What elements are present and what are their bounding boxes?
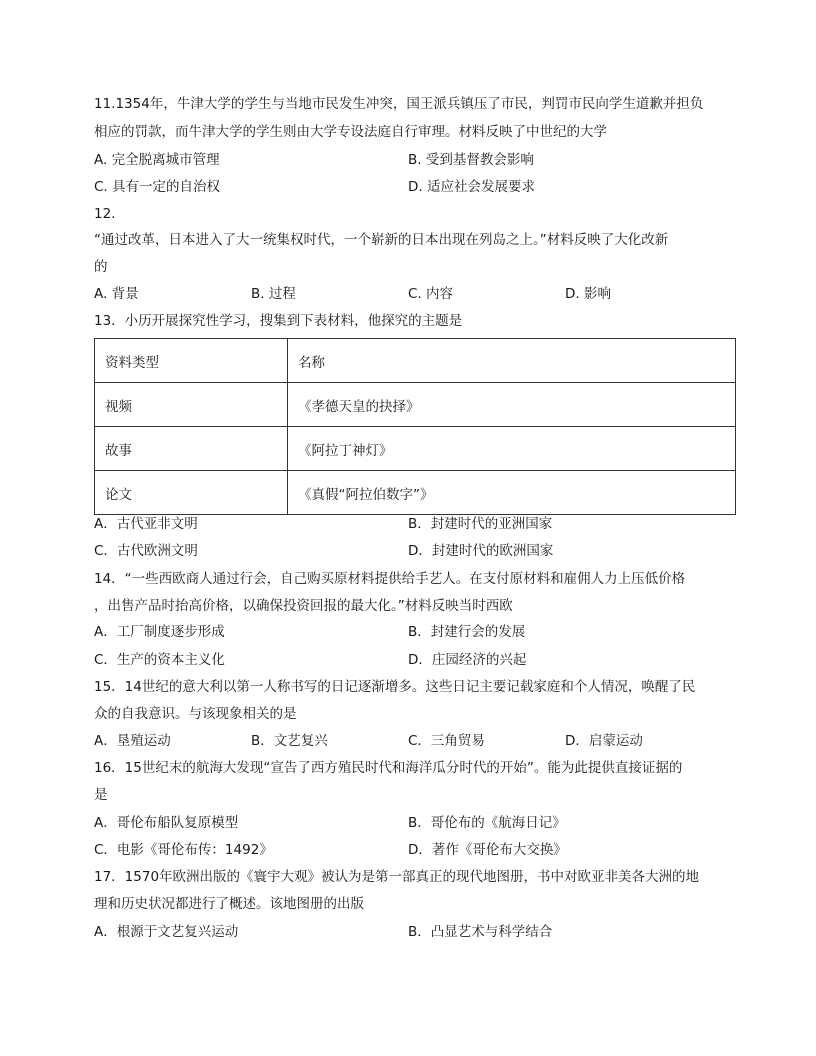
table-header-cell: 名称 (288, 339, 736, 383)
table-cell: 论文 (95, 471, 288, 515)
question-13-option-b: B．封建时代的亚洲国家 (408, 516, 553, 532)
table-row (95, 339, 736, 383)
question-14-option-d: D．庄园经济的兴起 (408, 652, 527, 668)
table-cell: 《阿拉丁神灯》 (288, 427, 736, 471)
table-cell: 故事 (95, 427, 288, 471)
question-11-option-a: A. 完全脱离城市管理 (94, 152, 220, 168)
question-15-stem-line-1: 15．14世纪的意大利以第一人称书写的日记逐渐增多。这些日记主要记载家庭和个人情况，唤醒了民 (94, 679, 696, 695)
table-cell: 《孝德天皇的抉择》 (288, 383, 736, 427)
table-cell: 视频 (95, 383, 288, 427)
question-11-option-d: D. 适应社会发展要求 (408, 179, 535, 195)
question-12-stem-line-2: 的 (94, 259, 108, 275)
question-16-option-b: B．哥伦布的《航海日记》 (408, 815, 566, 831)
question-11-option-b: B. 受到基督教会影响 (408, 152, 534, 168)
table-row (95, 427, 736, 471)
question-14-stem-line-1: 14．“一些西欧商人通过行会，自己购买原材料提供给手艺人。在支付原材料和雇佣人力上压低价格 (94, 571, 686, 587)
table-row (95, 383, 736, 427)
table-cell: 《真假“阿拉伯数字”》 (288, 471, 736, 515)
question-15-option-b: B．文艺复兴 (251, 733, 328, 749)
question-16-stem-line-1: 16．15世纪末的航海大发现“宣告了西方殖民时代和海洋瓜分时代的开始”。能为此提供直接证据的 (94, 760, 683, 776)
question-11-option-c: C. 具有一定的自治权 (94, 179, 221, 195)
question-16-option-a: A．哥伦布船队复原模型 (94, 815, 239, 831)
question-12-option-d: D. 影响 (565, 286, 611, 302)
question-12-stem-line-1: “通过改革，日本进入了大一统集权时代，一个崭新的日本出现在列岛之上。”材料反映了大化改新 (94, 232, 669, 248)
question-14-option-c: C．生产的资本主义化 (94, 652, 225, 668)
table-row (95, 471, 736, 515)
question-13-stem: 13．小历开展探究性学习，搜集到下表材料，他探究的主题是 (94, 313, 463, 329)
question-15-option-d: D．启蒙运动 (565, 733, 643, 749)
question-14-stem-line-2: ，出售产品时抬高价格，以确保投资回报的最大化。”材料反映当时西欧 (94, 598, 513, 614)
question-13-option-d: D．封建时代的欧洲国家 (408, 543, 554, 559)
question-11-stem-line-2: 相应的罚款，而牛津大学的学生则由大学专设法庭自行审理。材料反映了中世纪的大学 (94, 124, 607, 140)
question-12-option-c: C. 内容 (408, 286, 454, 302)
question-14-option-b: B．封建行会的发展 (408, 624, 526, 640)
question-17-stem-line-2: 理和历史状况都进行了概述。该地图册的出版 (94, 896, 364, 912)
question-17-option-b: B．凸显艺术与科学结合 (408, 924, 553, 940)
question-16-stem-line-2: 是 (94, 787, 108, 803)
question-15-option-a: A．垦殖运动 (94, 733, 171, 749)
materials-table (94, 338, 736, 515)
question-12-option-a: A. 背景 (94, 286, 139, 302)
question-12-number: 12. (94, 206, 116, 222)
question-12-option-b: B. 过程 (251, 286, 296, 302)
question-13-option-c: C．古代欧洲文明 (94, 543, 198, 559)
question-16-option-c: C．电影《哥伦布传：1492》 (94, 842, 273, 858)
question-17-option-a: A．根源于文艺复兴运动 (94, 924, 239, 940)
question-14-option-a: A．工厂制度逐步形成 (94, 624, 225, 640)
question-13-option-a: A．古代亚非文明 (94, 516, 198, 532)
question-15-stem-line-2: 众的自我意识。与该现象相关的是 (94, 706, 297, 722)
question-15-option-c: C．三角贸易 (408, 733, 485, 749)
question-17-stem-line-1: 17．1570年欧洲出版的《寰宇大观》被认为是第一部真正的现代地图册，书中对欧亚非美各大洲的地 (94, 869, 700, 885)
question-16-option-d: D．著作《哥伦布大交换》 (408, 842, 567, 858)
table-header-cell: 资料类型 (95, 339, 288, 383)
question-11-stem-line-1: 11.1354年，牛津大学的学生与当地市民发生冲突，国王派兵镇压了市民，判罚市民向学生道歉并担负 (94, 96, 704, 112)
